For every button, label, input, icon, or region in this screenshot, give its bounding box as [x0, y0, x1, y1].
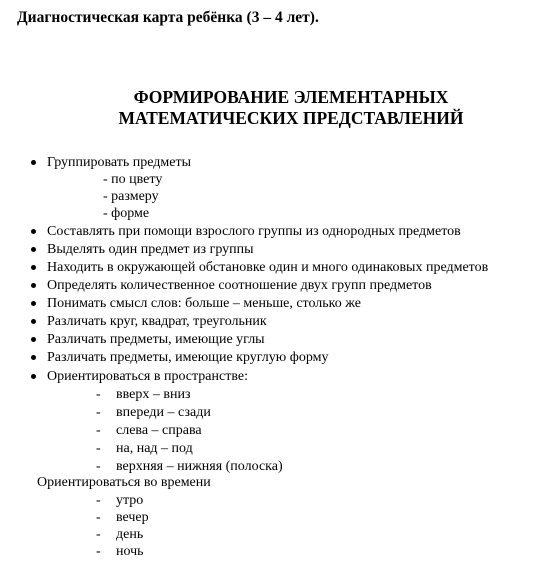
sub-item-color: - по цвету: [103, 172, 163, 187]
dash-marker: -: [96, 387, 101, 402]
bullet-icon: [31, 229, 36, 234]
sub-item-space: слева – справа: [116, 423, 202, 438]
bullet-icon: [31, 265, 36, 270]
sub-item-space: вверх – вниз: [116, 387, 191, 402]
sub-item-time: ночь: [116, 544, 144, 559]
list-item: Выделять один предмет из группы: [47, 242, 254, 257]
sub-item-time: утро: [116, 493, 144, 508]
list-item: Различать предметы, имеющие углы: [47, 332, 265, 347]
list-item: Составлять при помощи взрослого группы из однородных предметов: [47, 224, 461, 239]
dash-marker: -: [96, 423, 101, 438]
section-heading-line1: ФОРМИРОВАНИЕ ЭЛЕМЕНТАРНЫХ: [133, 87, 449, 107]
bullet-icon: [31, 319, 36, 324]
bullet-icon: [31, 301, 36, 306]
list-item-group: Группировать предметы: [47, 155, 192, 170]
dash-marker: -: [96, 493, 101, 508]
bullet-icon: [31, 337, 36, 342]
list-item: Определять количественное соотношение двух групп предметов: [47, 278, 432, 293]
sub-item-time: день: [116, 527, 144, 542]
bullet-icon: [31, 374, 36, 379]
dash-marker: -: [96, 405, 101, 420]
dash-marker: -: [96, 459, 101, 474]
list-item: Находить в окружающей обстановке один и много одинаковых предметов: [47, 260, 489, 275]
sub-item-shape: - форме: [103, 206, 150, 221]
sub-item-time: вечер: [116, 510, 149, 525]
list-item: Понимать смысл слов: больше – меньше, столько же: [47, 296, 361, 311]
dash-marker: -: [96, 441, 101, 456]
bullet-icon: [31, 283, 36, 288]
document-title: Диагностическая карта ребёнка (3 – 4 лет).: [17, 9, 319, 26]
sub-item-space: верхняя – нижняя (полоска): [116, 459, 283, 474]
bullet-icon: [31, 247, 36, 252]
dash-marker: -: [96, 527, 101, 542]
sub-item-space: впереди – сзади: [116, 405, 211, 420]
dash-marker: -: [96, 510, 101, 525]
sub-item-size: - размеру: [103, 189, 159, 204]
list-item-time: Ориентироваться во времени: [37, 475, 211, 490]
dash-marker: -: [96, 544, 101, 559]
list-item: Различать предметы, имеющие круглую форму: [47, 350, 329, 365]
sub-item-space: на, над – под: [116, 441, 193, 456]
list-item: Различать круг, квадрат, треугольник: [47, 314, 267, 329]
bullet-icon: [31, 160, 36, 165]
list-item-space: Ориентироваться в пространстве:: [47, 369, 248, 384]
bullet-icon: [31, 355, 36, 360]
section-heading-line2: МАТЕМАТИЧЕСКИХ ПРЕДСТАВЛЕНИЙ: [118, 108, 464, 128]
